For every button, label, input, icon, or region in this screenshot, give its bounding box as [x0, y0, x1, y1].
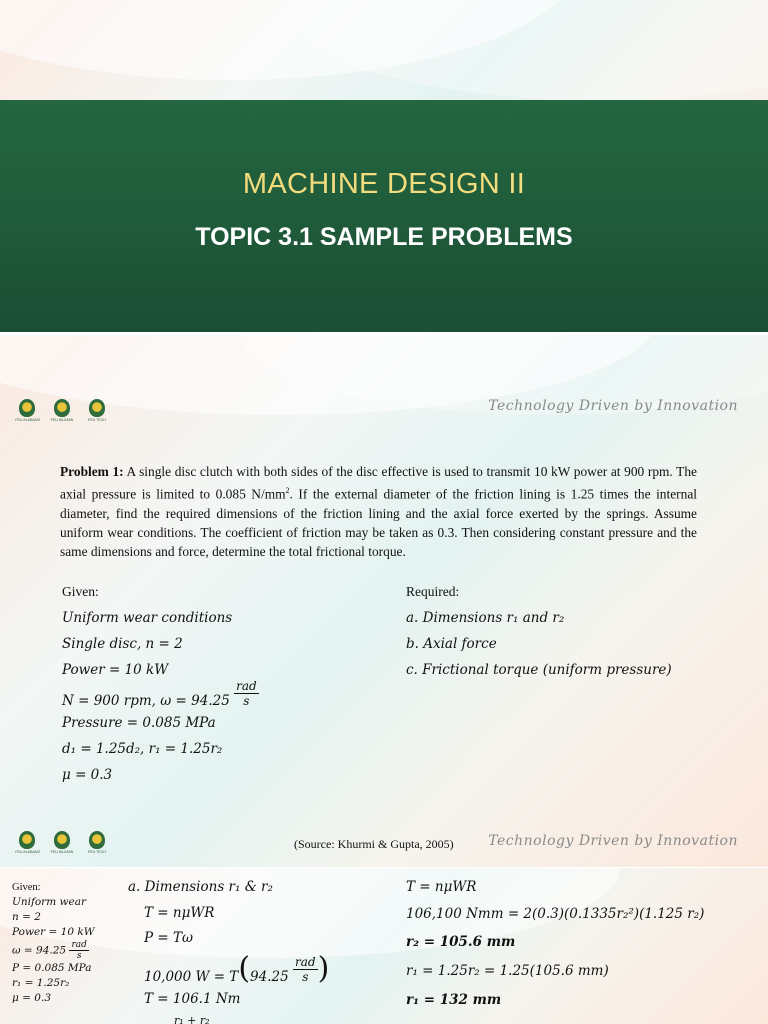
feu-alabang-logo: FEU ALABANG [14, 831, 40, 854]
solution-given-item: P = 0.085 MPa [12, 962, 92, 974]
topic-title: TOPIC 3.1 SAMPLE PROBLEMS [195, 223, 573, 251]
given-item: Single disc, n = 2 [62, 636, 183, 652]
part-a-line: T = nμWR [144, 905, 215, 921]
given-item: Power = 10 kW [62, 662, 169, 678]
required-item: c. Frictional torque (uniform pressure) [406, 662, 672, 678]
given-item: Uniform wear conditions [62, 610, 233, 626]
solution-given-omega: ω = 94.25 $\frac{\text{rad}}{s}$ [12, 940, 87, 961]
title-band [0, 100, 768, 332]
solution-given-label: Given: [12, 882, 41, 893]
feu-diliman-logo: FEU DILIMAN [49, 399, 75, 422]
solution-line: r₁ = 1.25r₂ = 1.25(105.6 mm) [406, 963, 609, 979]
part-a-line: r₁ + r₂ [174, 1014, 210, 1024]
solution-given-item: r₁ = 1.25r₂ [12, 977, 70, 989]
problem-statement [60, 462, 697, 561]
solution-given-item: Power = 10 kW [12, 926, 95, 938]
solution-given-item: μ = 0.3 [12, 992, 51, 1004]
title-slide [0, 0, 768, 332]
part-a-line: T = 106.1 Nm [144, 991, 241, 1007]
school-logos-footer [14, 831, 110, 854]
problem-label: Problem 1: [60, 464, 124, 479]
part-a-line: P = Tω [144, 930, 193, 946]
feu-tech-logo: FEU TECH [84, 399, 110, 422]
given-label: Given: [62, 584, 99, 599]
school-logos [14, 399, 110, 422]
part-a-power-eq: 10,000 W = T(94.25 $\frac{\text{rad}}{s}$ ) [144, 951, 330, 986]
solution-given-item: n = 2 [12, 911, 41, 923]
problem-text-2: . If the external diameter of the friction lining is 1.25 times the internal diameter, find the required dimensions of the friction lining and the axial force exerted by the springs. Assume uniform wear conditions. The coefficient of friction may be taken as 0.3. Then considering constant pressure and the same dimensions and force, determine the total frictional torque. [60, 486, 697, 560]
course-title: MACHINE DESIGN II [242, 168, 526, 200]
solution-result-r1: r₁ = 132 mm [406, 992, 502, 1008]
tagline: Technology Driven by Innovation [488, 398, 738, 414]
given-item: Pressure = 0.085 MPa [62, 715, 216, 731]
solution-line: 106,100 Nmm = 2(0.3)(0.1335r₂²)(1.125 r₂) [406, 906, 705, 922]
part-a-heading: a. Dimensions r₁ & r₂ [128, 879, 273, 895]
feu-diliman-logo: FEU DILIMAN [49, 831, 75, 854]
given-item-omega: N = 900 rpm, ω = 94.25 $\frac{\text{rad}}{s}$ [62, 679, 257, 709]
problem-slide [0, 335, 768, 867]
required-item: a. Dimensions r₁ and r₂ [406, 610, 565, 626]
problem-sup: 2 [285, 486, 290, 496]
solution-slide [0, 868, 768, 1024]
feu-tech-logo: FEU TECH [84, 831, 110, 854]
required-item: b. Axial force [406, 636, 497, 652]
given-item: μ = 0.3 [62, 767, 113, 783]
required-label: Required: [406, 584, 460, 599]
solution-line: T = nμWR [406, 879, 477, 895]
problem-text-1: A single disc clutch with both sides of the disc effective is used to transmit 10 kW power at 900 rpm. The axial pressure is limited to 0.085 N/mm [60, 464, 697, 502]
source-citation: (Source: Khurmi & Gupta, 2005) [294, 837, 454, 851]
given-item: d₁ = 1.25d₂, r₁ = 1.25r₂ [62, 741, 223, 757]
rad-per-s-fraction: $\frac{\text{rad}}{s}$ [236, 679, 257, 708]
solution-given [12, 880, 95, 1006]
solution-given-item: Uniform wear [12, 896, 86, 908]
solution-result-r2: r₂ = 105.6 mm [406, 934, 516, 950]
feu-alabang-logo: FEU ALABANG [14, 399, 40, 422]
tagline-footer: Technology Driven by Innovation [488, 833, 738, 849]
